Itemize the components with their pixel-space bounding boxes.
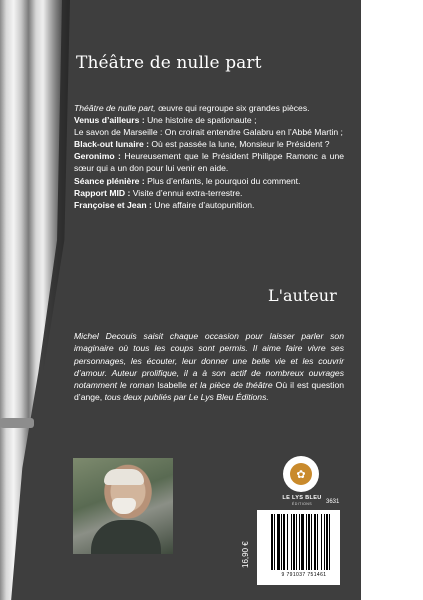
author-photo-hair [104, 469, 144, 485]
summary-item [74, 114, 344, 126]
play-name: Françoise et Jean : [74, 199, 152, 210]
summary-item [74, 175, 344, 187]
summary-item [74, 199, 344, 211]
bio-title-novel: Isabelle [157, 380, 187, 391]
summary-item [74, 187, 344, 199]
play-desc: Où est passée la lune, Monsieur le Président ? [148, 139, 330, 150]
price: 16,90 € [241, 541, 250, 568]
publisher-name: LE LYS BLEU [282, 495, 322, 501]
play-desc: Visite d’ennui extra-terrestre. [130, 187, 243, 198]
author-heading: L'auteur [268, 286, 337, 305]
barcode-panel [257, 510, 340, 585]
play-name: Venus d’ailleurs : [74, 115, 145, 126]
publisher-logo [283, 456, 319, 492]
play-desc: Une histoire de spationaute ; [144, 115, 257, 126]
play-name: Black-out lunaire : [74, 139, 149, 150]
curtain-tie [0, 418, 34, 428]
curtain-shadow [0, 0, 70, 600]
author-photo-shirt [91, 520, 161, 554]
author-photo-beard [112, 498, 136, 514]
book-title: Théâtre de nulle part [76, 53, 262, 73]
play-name: Séance plénière : [74, 175, 145, 186]
barcode-digits: 9 791037 751461 [281, 572, 327, 578]
summary-intro-italic: Théâtre de nulle part, [74, 103, 156, 113]
summary-text [74, 102, 344, 211]
play-name: Rapport MID : [74, 187, 131, 198]
bio-part: tous deux publiés par Le Lys Bleu Éditions. [102, 392, 269, 403]
author-bio [74, 330, 344, 404]
summary-item [74, 138, 344, 150]
bio-part: et la pièce de théâtre [186, 380, 276, 391]
summary-intro [74, 102, 344, 114]
play-desc: On croirait entendre Galabru en l’Abbé Martin ; [162, 127, 343, 138]
play-name: Le savon de Marseille : [74, 127, 163, 138]
barcode-icon [271, 514, 337, 570]
summary-intro-rest: œuvre qui regroupe six grandes pièces. [155, 103, 310, 113]
summary-item [74, 150, 344, 174]
play-desc: Heureusement que le Président Philippe Ramonc a une sœur qui a un don pour lui venir en aide. [74, 151, 345, 174]
bio-title-play: Où il est question d’ange, [74, 380, 345, 403]
lily-icon: ✿ [290, 463, 312, 485]
bio-part: Michel Decouis saisit chaque occasion pour laisser parler son imaginaire où tous les coups sont permis. Il aime faire vivre ses personnages, les écouter, leur donner une belle vie et les couvrir d’amour. Auteur prolifique, il a à son actif de nombreux ouvrages notamment le roman [74, 331, 344, 391]
play-desc: Plus d’enfants, le pourquoi du comment. [144, 175, 301, 186]
author-photo [73, 458, 173, 554]
play-name: Geronimo : [74, 151, 121, 162]
white-margin [361, 0, 423, 600]
play-desc: Une affaire d’autopunition. [151, 199, 255, 210]
publisher-sub: ÉDITIONS [291, 502, 313, 506]
product-code: 3631 [326, 499, 340, 505]
summary-item [74, 126, 344, 138]
